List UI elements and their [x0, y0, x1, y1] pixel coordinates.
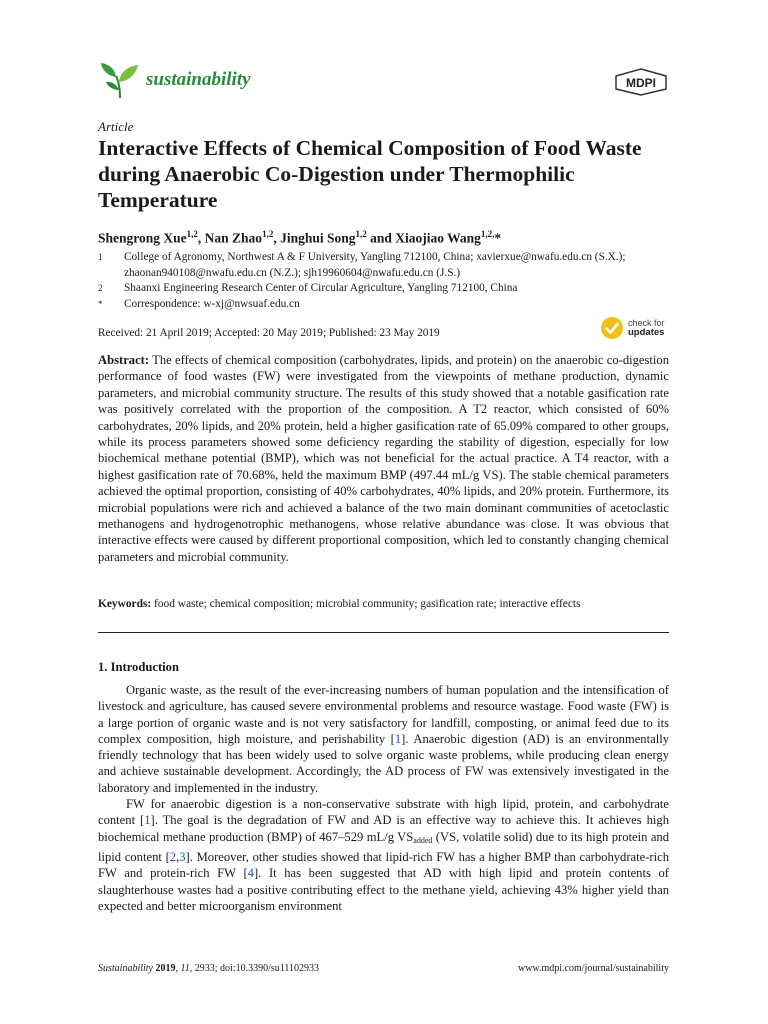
author-affil: 1,2,: [480, 229, 495, 239]
article-type: Article: [98, 119, 134, 134]
abstract-text: The effects of chemical composition (carbohydrates, lipids, and protein) on the anaerobic co-digestion performance of food wastes (FW) were investigated from the viewpoints of methane production, dynamic parameters, and microbial community structure. The results of this study showed that a notable gasification rate was positively correlated with the proportion of the composition. A T2 reactor, which consisted of 60% carbohydrates, 20% lipids, and 20% protein, held a higher gasification rate of 65.09% compared to other groups, while its process parameters showed some deficiency regarding the stability of digestion, especially for low biochemical methane potential (BMP), which was not beneficial for the actual practice. A T4 reactor, with a highest gasification rate of 70.68%, held the maximum BMP (497.44 mL/g VS). The stable chemical parameters achieved the optimal proportion, consisting of 40% carbohydrates, 40% lipids, and 20% protein. Furthermore, its microbial populations were rich and achieved a balance of the two main dominant communities of acetoclastic methanogens and hydrogenotrophic methanogens, whose relative abundance was close. It was obvious that interactive effects were caused by different proportional composition, which led to constantly changing chemical parameters and microbial community.: [98, 353, 669, 564]
publication-dates: Received: 21 April 2019; Accepted: 20 May 2019; Published: 23 May 2019: [98, 327, 440, 339]
author-affil: 1,2: [262, 229, 274, 239]
keywords-text: food waste; chemical composition; microbial community; gasification rate; interactive effects: [154, 598, 581, 610]
check-updates-icon: [600, 316, 624, 340]
paragraph: Organic waste, as the result of the ever-increasing numbers of human population and the intensification of livestock and agriculture, has caused severe environmental problems and resource wastage. Food waste (FW) is a large portion of organic waste and is not very satisfactory for landfill, composting, or animal feed due to its complex composition, high moisture, and perishability [1]. Anaerobic digestion (AD) is an environmentally friendly technology that has been widely used to solve organic waste problems, while producing clean energy and achieve sustainable development. Accordingly, the AD process of FW was extensively investigated in the laboratory and implemented in the industry.: [98, 683, 669, 795]
citation-link[interactable]: 1: [394, 731, 402, 746]
abstract: [98, 352, 669, 565]
abstract-label: Abstract:: [98, 353, 150, 367]
author-name: Nan Zhao: [204, 230, 263, 246]
citation-link[interactable]: 3: [179, 849, 186, 864]
author-affil: 1,2: [186, 229, 198, 239]
paragraph: FW for anaerobic digestion is a non-conservative substrate with high lipid, protein, and carbohydrate content [1]. The goal is the degradation of FW and AD is an effective way to achieve this. It achieves high biochemical methane production (BMP) of 467–529 mL/g $VS_{added}$ (VS, volatile solid) due to its high protein and lipid content [2,3]. Moreover, other studies showed that lipid-rich FW has a higher BMP than carbohydrate-rich FW and protein-rich FW [4]. It has been suggested that AD with high lipid and protein contents of slaughterhouse wastes had a positive contributing effect to the methane yield, achieving 43% higher yield than expected and better microorganism environment: [98, 797, 670, 913]
citation-link[interactable]: 2: [169, 849, 177, 864]
section-divider: [98, 632, 669, 633]
mdpi-logo-icon: [614, 68, 668, 96]
footer-url[interactable]: www.mdpi.com/journal/sustainability: [517, 963, 669, 974]
author-name: Xiaojiao Wang: [395, 230, 481, 246]
journal-name: sustainability: [146, 69, 251, 90]
corresponding-mark: *: [494, 230, 502, 246]
affiliation-item: 1 College of Agronomy, Northwest A & F University, Yangling 712100, China; xavierxue@nwafu.edu.cn (S.X.); zhaonan940108@nwafu.edu.cn (N.Z.); sjh19960604@nwafu.edu.cn (J.S.): [98, 251, 626, 279]
subscript: added: [413, 835, 433, 845]
journal-logo: [98, 60, 251, 100]
section-heading: 1. Introduction: [98, 660, 179, 674]
publisher-name: MDPI: [626, 76, 656, 90]
publisher-logo: [614, 68, 668, 101]
citation-link[interactable]: 1: [144, 813, 151, 828]
author-list: Shengrong Xue$^{1,2}$, Nan Zhao$^{1,2}$, Jinghui Song$^{1,2}$ and Xiaojiao Wang$^{1,2,}$*: [98, 229, 502, 246]
footer-citation: Sustainability 2019, 11, 2933; doi:10.3390/su11102933: [98, 963, 320, 974]
author-name: Jinghui Song: [280, 230, 356, 246]
keywords-label: Keywords:: [98, 598, 152, 610]
author-name: Shengrong Xue: [98, 230, 187, 246]
article-title: Interactive Effects of Chemical Composition of Food Waste during Anaerobic Co-Digestion under Thermophilic Temperature: [98, 136, 642, 212]
affiliation-item: 2 Shaanxi Engineering Research Center of Circular Agriculture, Yangling 712100, China: [98, 282, 518, 294]
leaf-icon: [98, 60, 142, 100]
citation-link[interactable]: 4: [247, 866, 254, 881]
affiliations: [98, 250, 678, 312]
check-for-updates-badge[interactable]: check for updates: [600, 316, 665, 340]
author-affil: 1,2: [355, 229, 367, 239]
correspondence: * Correspondence: w-xj@nwsuaf.edu.cn: [98, 297, 300, 310]
introduction-body: [98, 682, 669, 914]
keywords: [98, 598, 669, 610]
